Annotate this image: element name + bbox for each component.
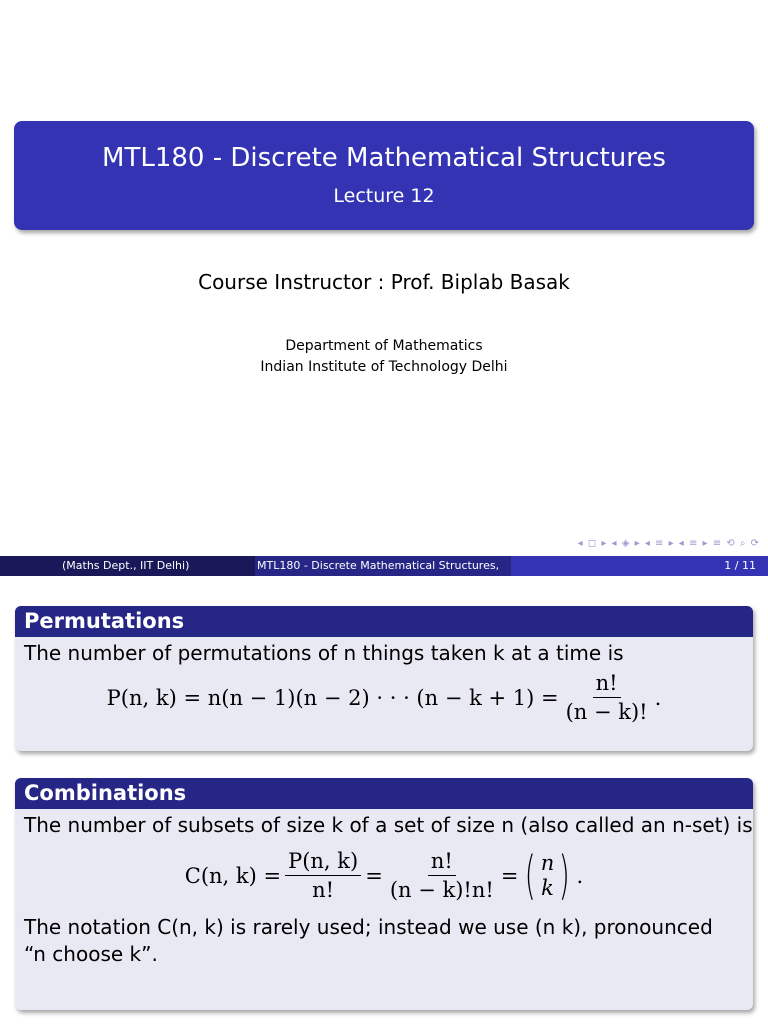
binomial-bottom: k [541,875,554,900]
permutations-fraction [563,671,651,724]
lecture-subtitle: Lecture 12 [333,185,435,207]
department: Department of Mathematics [285,338,483,354]
beamer-navigation-icons[interactable]: ◂ ◻ ▸ ◂ ◈ ▸ ◂ ≡ ▸ ◂ ≡ ▸ ≡ ⟲ ⌕ ⟳ [577,538,760,549]
combinations-lhs: C(n, k) = [184,863,282,888]
formula-period: . [576,863,584,888]
left-paren: ( [524,845,537,906]
equals-sign: = [500,863,519,888]
binomial-top: n [540,850,555,875]
footer-right [511,556,768,576]
combinations-note: The notation C(n, k) is rarely used; instead we use (n k), pronounced “n choose k”. [24,915,713,966]
fraction-numerator: n! [428,849,456,876]
combinations-fraction-1 [285,849,361,902]
combinations-formula [15,845,753,906]
combinations-fraction-2 [387,849,497,902]
institute: Indian Institute of Technology Delhi [260,359,508,375]
formula-period: . [654,685,662,710]
right-paren: ) [558,845,570,906]
slide-footer [0,556,768,576]
title-box [14,121,754,230]
combinations-block [15,778,753,1010]
footer-author: (Maths Dept., IIT Delhi) [62,559,190,572]
permutations-formula [15,671,753,724]
page-number: 1 / 11 [724,559,756,572]
footer-center [255,556,511,576]
affiliation [0,336,768,378]
footer-course: MTL180 - Discrete Mathematical Structures, [257,559,500,572]
fraction-denominator: n! [312,878,335,902]
fraction-denominator: (n − k)! [565,700,648,724]
combinations-heading: Combinations [15,778,753,809]
binomial-stack [541,851,555,901]
footer-left [0,556,255,576]
fraction-numerator: n! [593,671,621,698]
fraction-denominator: (n − k)!n! [389,878,494,902]
permutations-text: The number of permutations of n things taken k at a time is [24,641,624,665]
permutations-heading: Permutations [15,606,753,637]
equals-sign: = [365,863,383,888]
combinations-text: The number of subsets of size k of a set of size n (also called an n-set) is [24,813,753,837]
permutations-block [15,606,753,751]
fraction-numerator: P(n, k) [285,849,361,876]
lecture-title: MTL180 - Discrete Mathematical Structures [102,143,666,173]
instructor-line: Course Instructor : Prof. Biplab Basak [198,270,570,294]
permutations-formula-lhs: P(n, k) = n(n − 1)(n − 2) · · · (n − k + 1) = [106,685,559,710]
binomial-coefficient [520,845,574,906]
